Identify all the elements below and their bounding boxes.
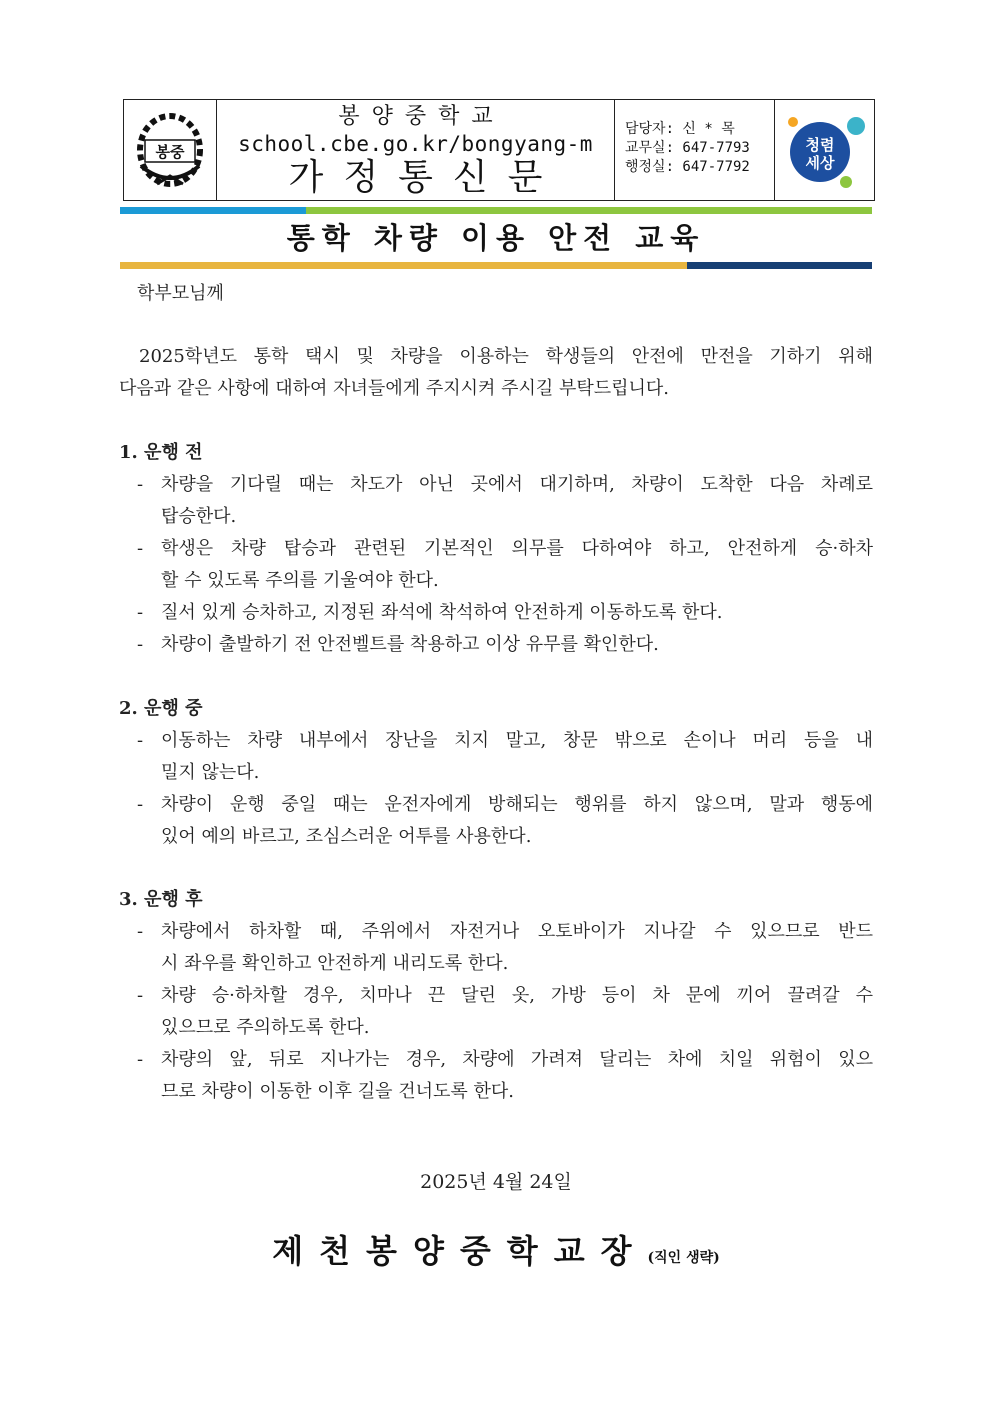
bottom-bar-yellow: [120, 262, 687, 269]
list-item: [137, 980, 873, 1044]
bullet-dash: -: [137, 474, 144, 495]
intro-line-1: 2025학년도 통학 택시 및 차량을 이용하는 학생들의 안전에 만전을 기하기 위해: [139, 346, 873, 367]
list-item-line: 시 좌우를 확인하고 안전하게 내리도록 한다.: [161, 953, 509, 974]
section-heading: 1. 운행 전: [119, 442, 203, 463]
bullet-dash: -: [137, 985, 144, 1006]
svg-text:청렴: 청렴: [805, 136, 834, 154]
list-item: [137, 1044, 873, 1108]
principal-signature: [0, 1226, 992, 1272]
laurel-emblem-icon: [127, 106, 213, 194]
greeting: 학부모님께: [137, 283, 224, 304]
list-item-line: 밀지 않는다.: [161, 762, 260, 783]
list-item-line: 차량을 기다릴 때는 차도가 아닌 곳에서 대기하며, 차량이 도착한 다음 차례로: [161, 474, 873, 495]
bullet-dash: -: [137, 921, 144, 942]
svg-text:세상: 세상: [805, 154, 834, 172]
list-item: [137, 916, 873, 980]
integrity-badge-icon: [780, 104, 870, 196]
list-item: [137, 597, 873, 629]
bullet-dash: -: [137, 1049, 144, 1070]
list-item-line: 탑승한다.: [161, 506, 237, 527]
contact-person: 담당자: 신 * 목: [625, 121, 735, 137]
bullet-dash: -: [137, 538, 144, 559]
school-title-block: [217, 100, 615, 200]
page-title: 통학 차량 이용 안전 교육: [286, 221, 706, 255]
contact-info: [615, 100, 775, 200]
list-item-line: 있어 예의 바르고, 조심스러운 어투를 사용한다.: [161, 826, 532, 847]
bullet-dash: -: [137, 602, 144, 623]
list-item-line: 학생은 차량 탑승과 관련된 기본적인 의무를 다하여야 하고, 안전하게 승·하차: [161, 538, 873, 559]
list-item-line: 므로 차량이 이동한 이후 길을 건너도록 한다.: [161, 1081, 515, 1102]
bullet-dash: -: [137, 730, 144, 751]
issue-date: 2025년 4월 24일: [420, 1171, 572, 1193]
list-item-line: 차량이 출발하기 전 안전벨트를 착용하고 이상 유무를 확인한다.: [161, 634, 659, 655]
newsletter-header: [123, 99, 875, 201]
bullet-dash: -: [137, 794, 144, 815]
list-item-line: 있으므로 주의하도록 한다.: [161, 1017, 370, 1038]
list-item-line: 차량의 앞, 뒤로 지나가는 경우, 차량에 가려져 달리는 차에 치일 위험이 있으: [161, 1049, 873, 1070]
top-bar-green: [306, 207, 872, 214]
list-item: [137, 725, 873, 789]
school-name: 봉양중학교: [338, 104, 505, 129]
newsletter-title: 가정통신문: [288, 157, 563, 198]
seal-note: (직인 생략): [647, 1250, 720, 1266]
list-item-line: 차량에서 하차할 때, 주위에서 자전거나 오토바이가 지나갈 수 있으므로 반드: [161, 921, 873, 942]
svg-text:봉중: 봉중: [155, 143, 185, 161]
bottom-bar-navy: [687, 262, 872, 269]
principal-name: 제천봉양중학교장: [272, 1232, 648, 1270]
contact-office: 교무실: 647-7793: [625, 140, 750, 156]
contact-admin: 행정실: 647-7792: [625, 159, 750, 175]
top-bar-blue: [120, 207, 306, 214]
list-item-line: 이동하는 차량 내부에서 장난을 치지 말고, 창문 밖으로 손이나 머리 등을 내: [161, 730, 873, 751]
list-item-line: 할 수 있도록 주의를 기울여야 한다.: [161, 570, 439, 591]
list-item: [137, 629, 873, 661]
list-item-line: 차량 승·하차할 경우, 치마나 끈 달린 옷, 가방 등이 차 문에 끼어 끌려갈 수: [161, 985, 873, 1006]
school-url: school.cbe.go.kr/bongyang-m: [238, 132, 593, 156]
intro-line-2: 다음과 같은 사항에 대하여 자녀들에게 주지시켜 주시길 부탁드립니다.: [119, 378, 670, 399]
list-item: [137, 469, 873, 533]
integrity-badge: [775, 100, 874, 200]
school-logo: [124, 100, 217, 200]
section-heading: 2. 운행 중: [119, 698, 203, 719]
list-item: [137, 533, 873, 597]
list-item: [137, 789, 873, 853]
section-heading: 3. 운행 후: [119, 889, 203, 910]
bullet-dash: -: [137, 634, 144, 655]
list-item-line: 차량이 운행 중일 때는 운전자에게 방해되는 행위를 하지 않으며, 말과 행동에: [161, 794, 873, 815]
list-item-line: 질서 있게 승차하고, 지정된 좌석에 착석하여 안전하게 이동하도록 한다.: [161, 602, 723, 623]
